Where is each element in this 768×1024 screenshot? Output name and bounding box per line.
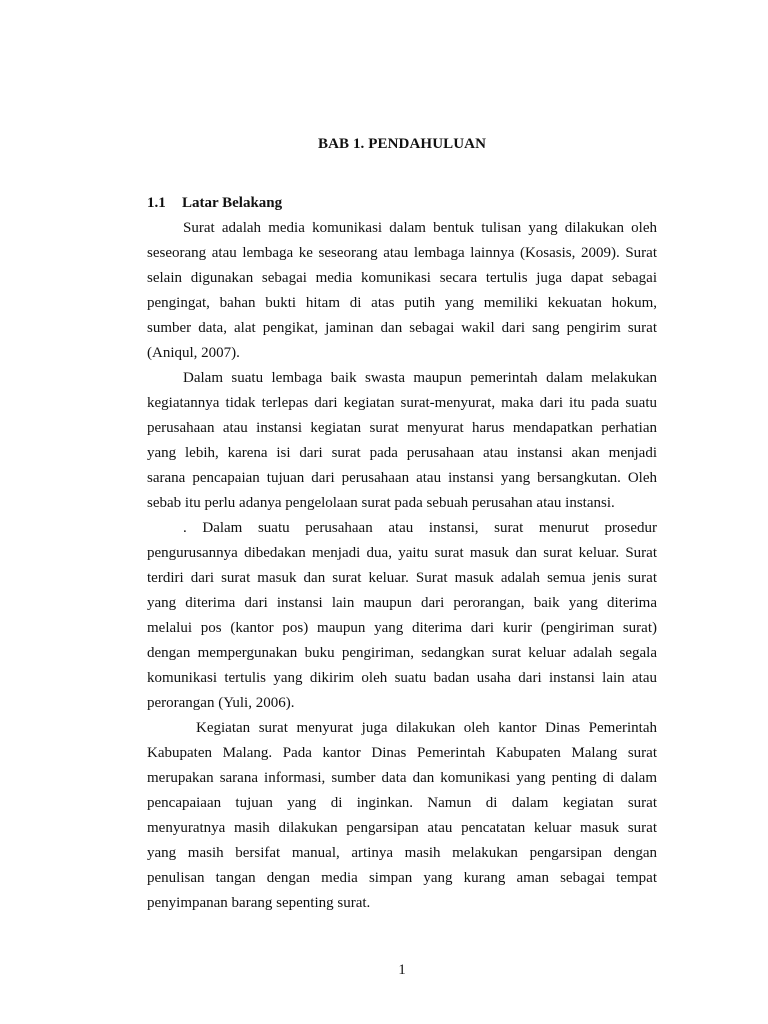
paragraph-line: sebab itu perlu adanya pengelolaan surat pada sebuah perusahan atau instansi. xyxy=(147,495,615,511)
paragraph-line: Kabupaten Malang. Pada kantor Dinas Pemerintah Kabupaten Malang surat xyxy=(147,745,657,761)
paragraph-line: . Dalam suatu perusahaan atau instansi, surat menurut prosedur xyxy=(183,520,657,536)
paragraph-3 xyxy=(147,516,657,716)
paragraph-line: kegiatannya tidak terlepas dari kegiatan surat-menyurat, maka dari itu pada suatu xyxy=(147,395,657,411)
paragraph-line: pengurusannya dibedakan menjadi dua, yaitu surat masuk dan surat keluar. Surat xyxy=(147,545,657,561)
paragraph-line: sarana pencapaian tujuan dari perusahaan atau instansi yang bersangkutan. Oleh xyxy=(147,470,657,486)
paragraph-line: komunikasi tertulis yang dikirim oleh suatu badan usaha dari instansi lain atau xyxy=(147,670,657,686)
paragraph-line: Dalam suatu lembaga baik swasta maupun pemerintah dalam melakukan xyxy=(183,370,657,386)
paragraph-line: pengingat, bahan bukti hitam di atas putih yang memiliki kekuatan hokum, xyxy=(147,295,657,311)
paragraph-line: terdiri dari surat masuk dan surat keluar. Surat masuk adalah semua jenis surat xyxy=(147,570,657,586)
paragraph-line: (Aniqul, 2007). xyxy=(147,345,240,361)
paragraph-line: selain digunakan sebagai media komunikasi secara tertulis juga dapat sebagai xyxy=(147,270,657,286)
paragraph-line: pencapaiaan tujuan yang di inginkan. Namun di dalam kegiatan surat xyxy=(147,795,657,811)
paragraph-line: sumber data, alat pengikat, jaminan dan sebagai wakil dari sang pengirim surat xyxy=(147,320,657,336)
section-title: Latar Belakang xyxy=(182,195,283,211)
paragraph-line: yang masih bersifat manual, artinya masih melakukan pengarsipan dengan xyxy=(147,845,657,861)
paragraph-line: menyuratnya masih dilakukan pengarsipan atau pencatatan keluar masuk surat xyxy=(147,820,657,836)
paragraph-line: dengan mempergunakan buku pengiriman, sedangkan surat keluar adalah segala xyxy=(147,645,657,661)
paragraph-line: yang lebih, karena isi dari surat pada perusahaan atau instansi akan menjadi xyxy=(147,445,657,461)
paragraph-line: seseorang atau lembaga ke seseorang atau lembaga lainnya (Kosasis, 2009). Surat xyxy=(147,245,657,261)
paragraph-line: Kegiatan surat menyurat juga dilakukan oleh kantor Dinas Pemerintah xyxy=(196,720,657,736)
page-number: 1 xyxy=(398,962,406,978)
body-text xyxy=(147,216,657,916)
paragraph-line: penyimpanan barang sepenting surat. xyxy=(147,895,371,911)
paragraph-line: perusahaan atau instansi kegiatan surat menyurat harus mendapatkan perhatian xyxy=(147,420,657,436)
paragraph-line: melalui pos (kantor pos) maupun yang diterima dari kurir (pengiriman surat) xyxy=(147,620,657,636)
section-number: 1.1 xyxy=(147,195,166,211)
paragraph-1 xyxy=(147,216,657,366)
paragraph-2 xyxy=(147,366,657,516)
paragraph-line: penulisan tangan dengan media simpan yang kurang aman sebagai tempat xyxy=(147,870,657,886)
paragraph-line: Surat adalah media komunikasi dalam bentuk tulisan yang dilakukan oleh xyxy=(183,220,657,236)
paragraph-line: merupakan sarana informasi, sumber data dan komunikasi yang penting di dalam xyxy=(147,770,657,786)
section-heading xyxy=(147,195,282,212)
paragraph-line: yang diterima dari instansi lain maupun dari perorangan, baik yang diterima xyxy=(147,595,657,611)
paragraph-line: perorangan (Yuli, 2006). xyxy=(147,695,295,711)
paragraph-4 xyxy=(147,716,657,916)
chapter-title: BAB 1. PENDAHULUAN xyxy=(317,136,487,152)
